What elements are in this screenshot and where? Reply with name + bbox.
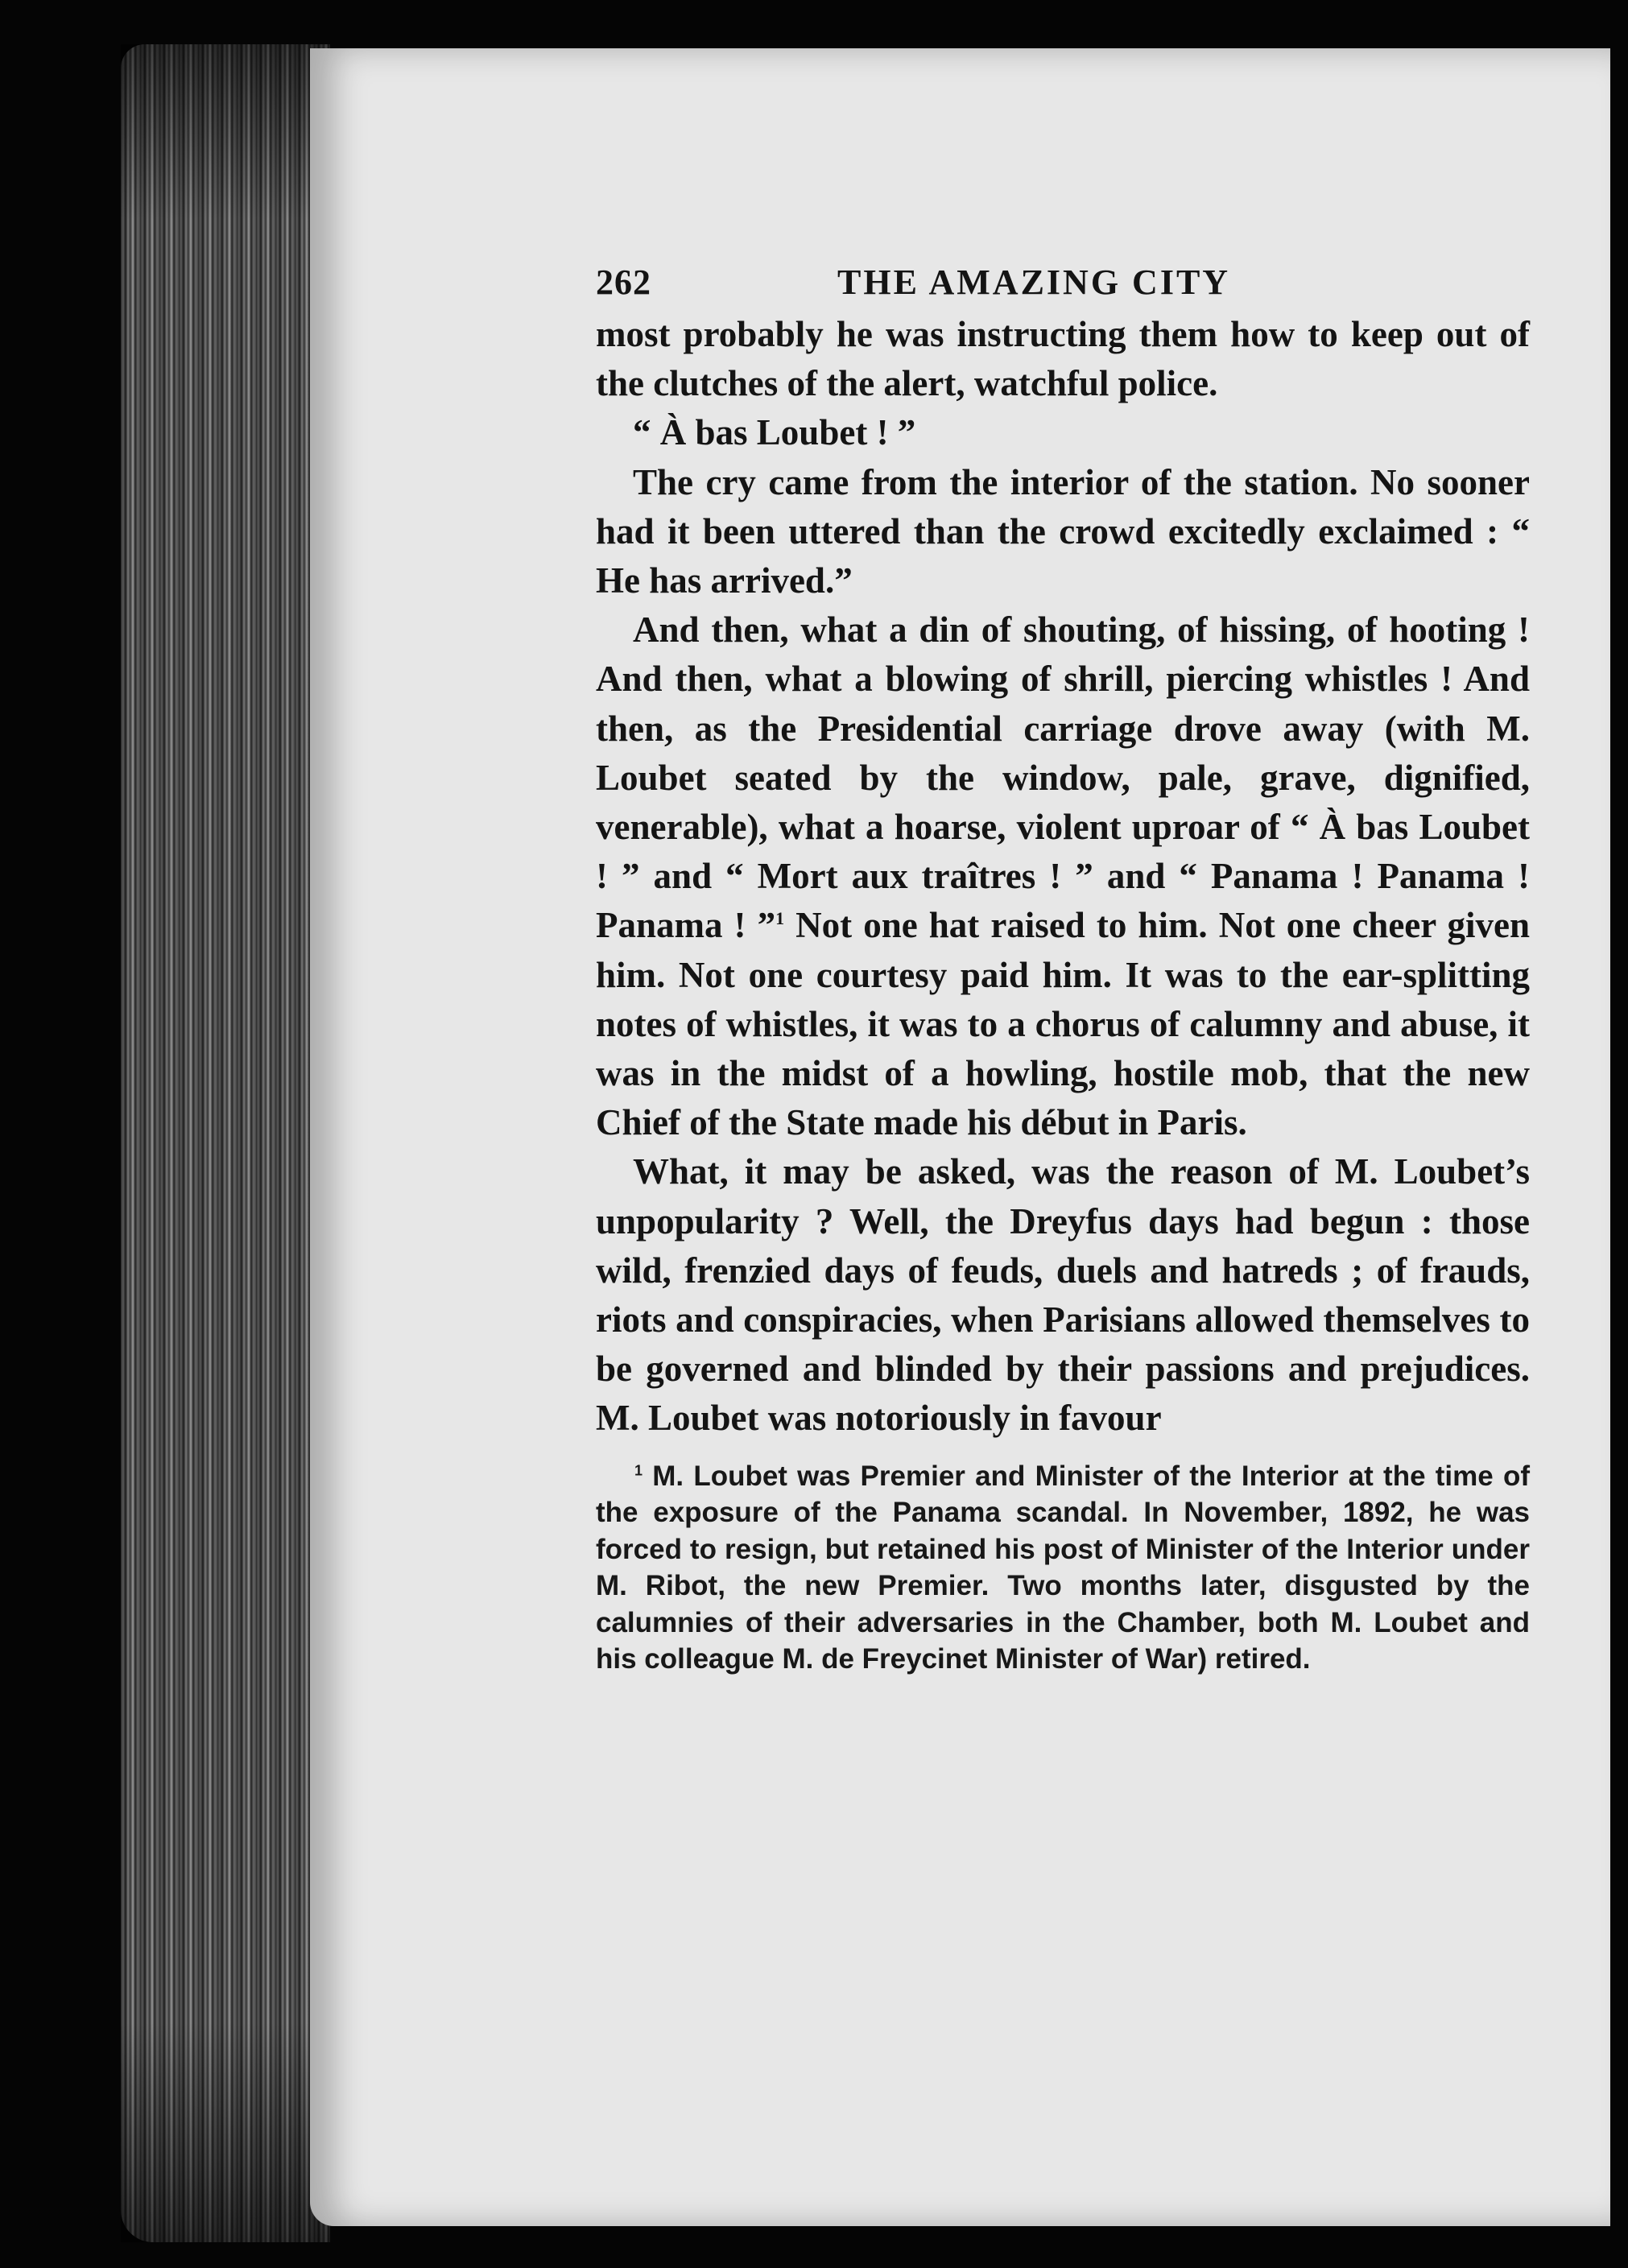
running-head: [596, 254, 1530, 310]
paragraph: And then, what a din of shouting, of hissing, of hooting ! And then, what a blowing of shrill, piercing whistles ! And then, as the Presidential carriage drove away (with M. Loubet seated by the window, pale, grave, dignified, venerable), what a hoarse, violent uproar of “ À bas Loubet ! ” and “ Mort aux traîtres ! ” and “ Panama ! Panama ! Panama ! ”$^1$ Not one hat raised to him. Not one cheer given him. Not one courtesy paid him. It was to the ear-splitting notes of whistles, it was to a chorus of calumny and abuse, it was in the midst of a howling, hostile mob, that the new Chief of the State made his début in Paris.: [596, 609, 1530, 1143]
footnote-number: 1: [634, 1462, 643, 1479]
body-text: [596, 310, 1530, 1444]
paragraph: “ À bas Loubet ! ”: [633, 412, 916, 453]
paragraph: The cry came from the interior of the station. No sooner had it been uttered than the crowd excitedly exclaimed : “ He has arrived.”: [596, 461, 1530, 601]
paragraph: What, it may be asked, was the reason of M. Loubet’s unpopularity ? Well, the Dreyfus days had begun : those wild, frenzied days of feuds, duels and hatreds ; of frauds, riots and conspiracies, when Parisians allowed themselves to be governed and blinded by their passions and prejudices. M. Loubet was notoriously in favour: [596, 1151, 1530, 1439]
footnote-marker: 1: [775, 908, 785, 929]
running-title: THE AMAZING CITY: [837, 262, 1231, 302]
footnote-text: M. Loubet was Premier and Minister of the Interior at the time of the exposure of the Panama scandal. In November, 1892, he was forced to resign, but retained his post of Minister of the Interior under M. Ribot, the new Premier. Two months later, disgusted by the calumnies of their adversaries in the Chamber, both M. Loubet and his colleague M. de Freycinet Minister of War) retired.: [596, 1460, 1530, 1675]
paragraph: most probably he was instructing them how to keep out of the clutches of the alert, watchful police.: [596, 314, 1530, 404]
text-block: [596, 254, 1530, 1678]
page-number: 262: [596, 262, 651, 302]
footnote: [596, 1458, 1530, 1678]
book-page-edges: [121, 44, 330, 2242]
